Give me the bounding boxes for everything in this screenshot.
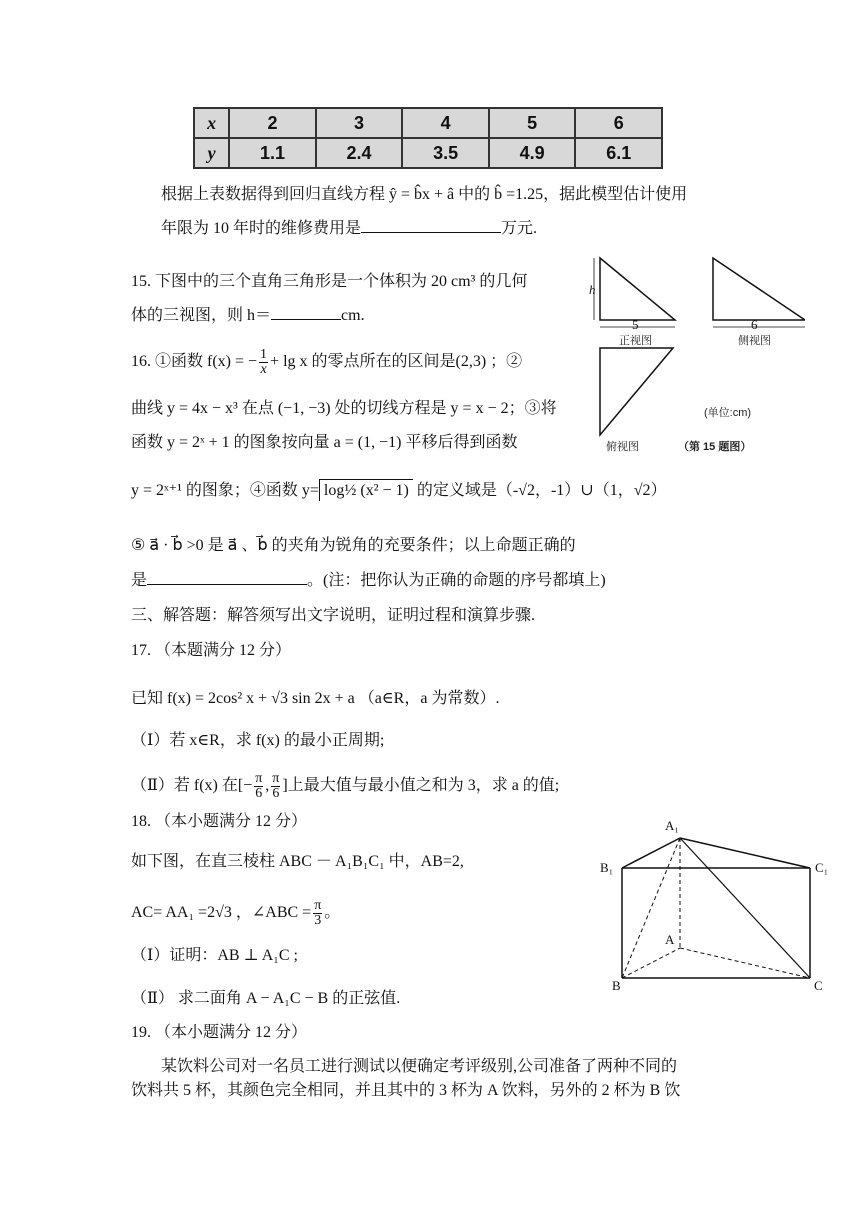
fraction-numerator: 1 (260, 347, 268, 362)
h-label: h (589, 282, 596, 297)
p16-line2: 曲线 y = 4x − x³ 在点 (−1, −3) 处的切线方程是 y = x − 2；③将 (131, 400, 557, 417)
table-cell: 2 (229, 108, 316, 138)
vertex-A: A (665, 932, 675, 947)
p15-line2-b: cm. (341, 307, 365, 324)
p16-line1-a: 16. ①函数 f(x) = − (131, 353, 258, 371)
figure-caption: （第 15 题图） (678, 441, 752, 453)
p14-line2-b: 万元. (501, 220, 538, 237)
p15-line2-a: 体的三视图，则 h＝ (131, 307, 272, 324)
q17-part2 (131, 772, 559, 801)
top-view-caption: 俯视图 (606, 441, 639, 453)
q18-heading: 18. （本小题满分 12 分） (131, 813, 308, 830)
q18-part1: （Ⅰ）证明：AB ⊥ A₁C ; (131, 947, 298, 964)
q17-part1: （Ⅰ）若 x∈R，求 f(x) 的最小正周期; (131, 732, 385, 749)
answer-blank (271, 305, 341, 320)
answer-blank (361, 218, 501, 233)
front-view-caption: 正视图 (619, 335, 652, 347)
fraction-denominator: 6 (255, 786, 263, 801)
q18-line2 (131, 899, 340, 928)
q19-line1: 某饮料公司对一名员工进行测试以便确定考评级别,公司准备了两种不同的 (161, 1058, 678, 1075)
table-cell: 5 (489, 108, 576, 138)
q18-line2-b: 。 (324, 904, 341, 922)
p14-line1: 根据上表数据得到回归直线方程 ŷ = b̂x + â 中的 b̂ =1.25，据此模型估计使用 (161, 186, 688, 203)
p16-line1-b: + lg x 的零点所在的区间是(2,3) ；② (270, 353, 523, 371)
side-view-caption: 侧视图 (738, 335, 771, 347)
fraction (271, 772, 280, 801)
q17-given: 已知 f(x) = 2cos² x + √3 sin 2x + a （a∈R，a 为常数）. (131, 690, 500, 707)
p16-line4-b: 的定义域是（-√2，-1）∪（1，√2） (416, 482, 667, 499)
vertex-B1: B₁ (600, 860, 614, 875)
table-row (194, 138, 662, 168)
table-row (194, 108, 662, 138)
unit-label: (单位:cm) (704, 407, 752, 419)
side-view-triangle (713, 258, 805, 320)
side-width-label: 6 (751, 317, 758, 332)
answer-blank (147, 570, 307, 585)
p16-line4 (131, 480, 666, 502)
q18-line1: 如下图，在直三棱柱 ABC － A₁B₁C₁ 中，AB=2, (131, 853, 464, 870)
p16-line4-a: y = 2ˣ⁺¹ 的图象；④函数 y= (131, 482, 319, 499)
table-cell: 4.9 (489, 138, 576, 168)
table-cell: 6 (575, 108, 662, 138)
table-cell: 1.1 (229, 138, 316, 168)
table-cell: 2.4 (316, 138, 403, 168)
data-table (193, 107, 663, 169)
p16-line1 (131, 348, 522, 377)
three-view-figure (585, 250, 805, 460)
sqrt-expression: log½ (x² − 1) (319, 479, 413, 501)
p15-line1: 15. 下图中的三个直角三角形是一个体积为 20 cm³ 的几何 (131, 273, 528, 290)
p16-line5: ⑤ a⃗ · b⃗ >0 是 a⃗ 、b⃗ 的夹角为锐角的充要条件；以上命题正确的 (131, 537, 576, 554)
table-cell: 3.5 (402, 138, 489, 168)
vertex-C1: C₁ (815, 860, 829, 875)
section-title: 三、解答题：解答须写出文字说明，证明过程和演算步骤. (131, 607, 536, 624)
vertex-B: B (612, 978, 621, 993)
table-cell: 6.1 (575, 138, 662, 168)
p15-line2 (131, 305, 365, 327)
p14-line2 (161, 218, 537, 240)
p16-line3: 函数 y = 2ˣ + 1 的图象按向量 a = (1, −1) 平移后得到函数 (131, 434, 518, 451)
q17-part2-a: （Ⅱ）若 f(x) 在[− (131, 777, 253, 795)
p16-line6-a: 是 (131, 572, 148, 589)
q19-line2: 饮料共 5 杯，其颜色完全相同，并且其中的 3 杯为 A 饮料，另外的 2 杯为 B 饮 (131, 1082, 681, 1099)
q18-part2: （Ⅱ） 求二面角 A − A₁C − B 的正弦值. (131, 990, 401, 1007)
fraction-denominator: 3 (314, 913, 322, 928)
prism-figure (600, 820, 830, 985)
fraction-numerator: π (272, 771, 280, 786)
q17-part2-b: ]上最大值与最小值之和为 3，求 a 的值; (282, 777, 560, 795)
front-view-triangle (600, 258, 675, 320)
q18-line2-a: AC= AA₁ =2√3 ，∠ABC = (131, 904, 312, 922)
front-width-label: 5 (632, 317, 639, 332)
comma: , (265, 777, 270, 795)
q17-heading: 17. （本题满分 12 分） (131, 642, 292, 659)
fraction-denominator: 6 (272, 786, 280, 801)
p16-line6 (131, 570, 606, 592)
fraction (254, 772, 263, 801)
vertex-C: C (814, 978, 823, 993)
table-header-y: y (194, 138, 229, 168)
top-view-triangle (600, 348, 673, 435)
table-header-x: x (194, 108, 229, 138)
p14-line2-a: 年限为 10 年时的维修费用是 (161, 220, 362, 237)
fraction-numerator: π (255, 771, 263, 786)
vertex-A1: A₁ (665, 818, 679, 833)
fraction (259, 348, 268, 377)
q19-heading: 19. （本小题满分 12 分） (131, 1024, 308, 1041)
table-cell: 3 (316, 108, 403, 138)
fraction (313, 899, 322, 928)
p16-line6-b: 。(注：把你认为正确的命题的序号都填上) (307, 572, 606, 589)
fraction-denominator: x (260, 362, 267, 377)
table-cell: 4 (402, 108, 489, 138)
fraction-numerator: π (314, 898, 322, 913)
